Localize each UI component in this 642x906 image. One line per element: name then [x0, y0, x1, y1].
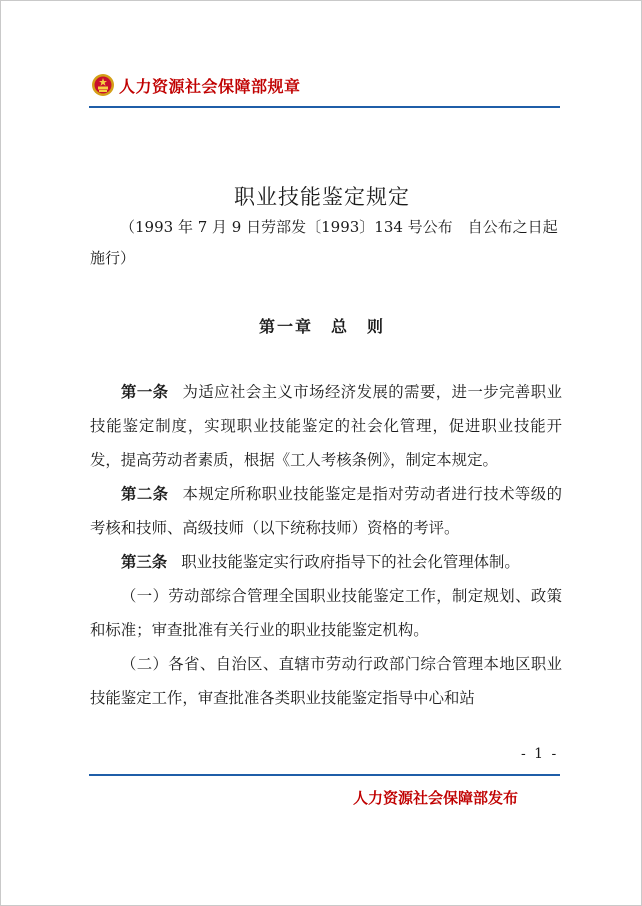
article-lead: 第二条 [121, 485, 169, 503]
article-lead: 第三条 [121, 553, 168, 571]
promulgation-note: （1993 年 7 月 9 日劳部发〔1993〕134 号公布 自公布之日起施行） [90, 218, 558, 267]
article-3 [90, 545, 562, 579]
article-3-item-2 [90, 647, 562, 715]
footer-rule [89, 774, 560, 776]
article-3-item-1 [90, 579, 562, 647]
article-1 [90, 375, 562, 477]
footer-publisher: 人力资源社会保障部发布 [353, 789, 519, 807]
page-number: - 1 - [521, 746, 559, 762]
header-title: 人力资源社会保障部规章 [119, 77, 301, 96]
item-text: （一）劳动部综合管理全国职业技能鉴定工作，制定规划、政策和标准；审查批准有关行业的职业技能鉴定机构。 [90, 587, 562, 639]
article-2 [90, 477, 562, 545]
header-rule [89, 106, 560, 108]
article-lead: 第一条 [121, 383, 169, 401]
article-text: 本规定所称职业技能鉴定是指对劳动者进行技术等级的考核和技师、高级技师（以下统称技师）资格的考评。 [90, 485, 562, 537]
item-text: （二）各省、自治区、直辖市劳动行政部门综合管理本地区职业技能鉴定工作，审查批准各类职业技能鉴定指导中心和站 [90, 655, 562, 707]
article-text: 职业技能鉴定实行政府指导下的社会化管理体制。 [181, 553, 520, 571]
document-body [90, 375, 562, 715]
national-emblem-icon [91, 73, 115, 97]
chapter-heading: 第一章 总 则 [258, 317, 385, 336]
article-text: 为适应社会主义市场经济发展的需要，进一步完善职业技能鉴定制度，实现职业技能鉴定的社会化管理，促进职业技能开发，提高劳动者素质，根据《工人考核条例》，制定本规定。 [90, 383, 562, 469]
document-title: 职业技能鉴定规定 [234, 185, 410, 209]
